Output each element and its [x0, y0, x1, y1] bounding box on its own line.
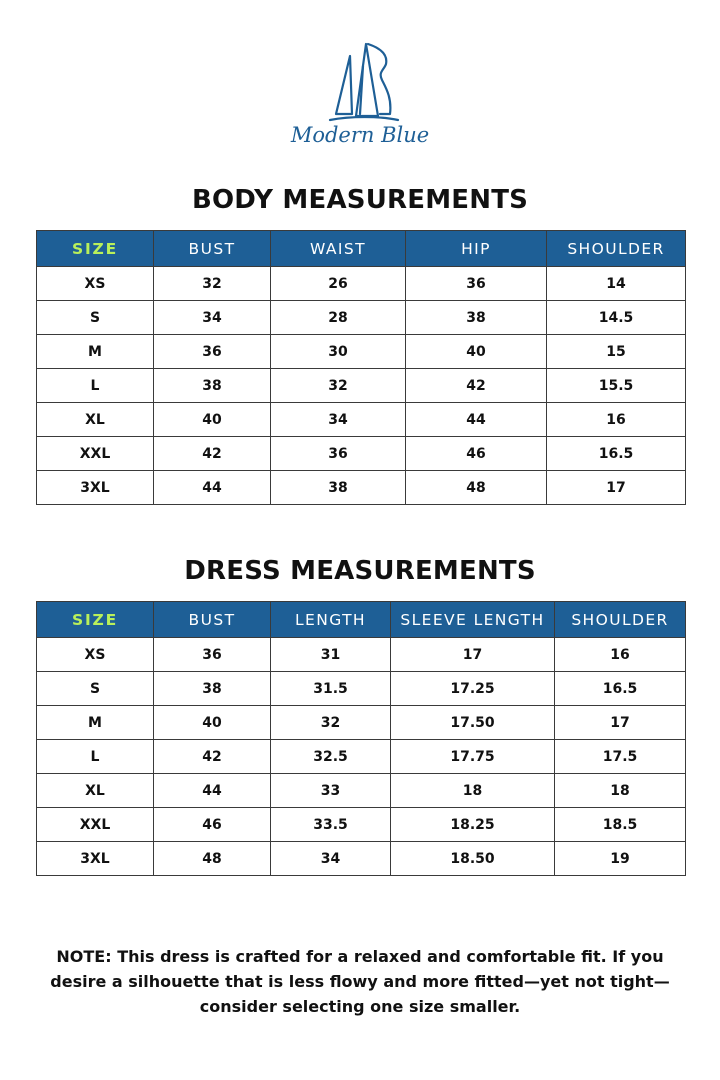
- size-cell: M: [37, 335, 154, 369]
- length-cell: 32.5: [271, 740, 391, 774]
- table-header-row: [37, 231, 686, 267]
- hip-cell: 44: [406, 403, 547, 437]
- column-header-waist: WAIST: [271, 231, 406, 267]
- length-cell: 31.5: [271, 672, 391, 706]
- body-measurements-table: [36, 230, 686, 505]
- sleeve-length-cell: 17.75: [391, 740, 555, 774]
- bust-cell: 32: [154, 267, 271, 301]
- dress-measurements-table: [36, 601, 686, 876]
- hip-cell: 36: [406, 267, 547, 301]
- table-row: [37, 774, 686, 808]
- table-row: [37, 808, 686, 842]
- waist-cell: 38: [271, 471, 406, 505]
- length-cell: 31: [271, 638, 391, 672]
- size-cell: XL: [37, 403, 154, 437]
- shoulder-cell: 16: [547, 403, 686, 437]
- size-cell: XL: [37, 774, 154, 808]
- size-cell: XS: [37, 638, 154, 672]
- bust-cell: 36: [154, 638, 271, 672]
- table-row: [37, 706, 686, 740]
- table-row: [37, 672, 686, 706]
- sleeve-length-cell: 17.50: [391, 706, 555, 740]
- hip-cell: 42: [406, 369, 547, 403]
- bust-cell: 46: [154, 808, 271, 842]
- sleeve-length-cell: 18.50: [391, 842, 555, 876]
- length-cell: 32: [271, 706, 391, 740]
- brand-logo: [0, 36, 720, 154]
- size-cell: XXL: [37, 808, 154, 842]
- column-header-bust: BUST: [154, 231, 271, 267]
- shoulder-cell: 15.5: [547, 369, 686, 403]
- column-header-bust: BUST: [154, 602, 271, 638]
- sleeve-length-cell: 18.25: [391, 808, 555, 842]
- waist-cell: 32: [271, 369, 406, 403]
- column-header-length: LENGTH: [271, 602, 391, 638]
- shoulder-cell: 14: [547, 267, 686, 301]
- bust-cell: 42: [154, 740, 271, 774]
- brand-name: Modern Blue: [290, 123, 430, 147]
- shoulder-cell: 17: [555, 706, 686, 740]
- waist-cell: 30: [271, 335, 406, 369]
- shoulder-cell: 16.5: [555, 672, 686, 706]
- column-header-shoulder: SHOULDER: [555, 602, 686, 638]
- waist-cell: 36: [271, 437, 406, 471]
- shoulder-cell: 19: [555, 842, 686, 876]
- bust-cell: 34: [154, 301, 271, 335]
- shoulder-cell: 14.5: [547, 301, 686, 335]
- size-cell: XS: [37, 267, 154, 301]
- sleeve-length-cell: 18: [391, 774, 555, 808]
- size-cell: L: [37, 740, 154, 774]
- bust-cell: 36: [154, 335, 271, 369]
- sailboat-icon: [280, 36, 440, 154]
- hip-cell: 40: [406, 335, 547, 369]
- waist-cell: 34: [271, 403, 406, 437]
- shoulder-cell: 15: [547, 335, 686, 369]
- waist-cell: 26: [271, 267, 406, 301]
- hip-cell: 46: [406, 437, 547, 471]
- hip-cell: 38: [406, 301, 547, 335]
- table-header-row: [37, 602, 686, 638]
- size-cell: S: [37, 301, 154, 335]
- shoulder-cell: 16: [555, 638, 686, 672]
- size-cell: L: [37, 369, 154, 403]
- length-cell: 34: [271, 842, 391, 876]
- size-cell: S: [37, 672, 154, 706]
- sleeve-length-cell: 17.25: [391, 672, 555, 706]
- table-row: [37, 335, 686, 369]
- bust-cell: 40: [154, 403, 271, 437]
- body-measurements-title: BODY MEASUREMENTS: [191, 185, 529, 215]
- table-row: [37, 638, 686, 672]
- table-row: [37, 842, 686, 876]
- column-header-size: SIZE: [37, 602, 154, 638]
- bust-cell: 48: [154, 842, 271, 876]
- waist-cell: 28: [271, 301, 406, 335]
- table-row: [37, 437, 686, 471]
- column-header-sleeve-length: SLEEVE LENGTH: [391, 602, 555, 638]
- shoulder-cell: 18.5: [555, 808, 686, 842]
- table-row: [37, 369, 686, 403]
- shoulder-cell: 16.5: [547, 437, 686, 471]
- table-row: [37, 403, 686, 437]
- bust-cell: 42: [154, 437, 271, 471]
- size-cell: 3XL: [37, 471, 154, 505]
- size-cell: M: [37, 706, 154, 740]
- length-cell: 33.5: [271, 808, 391, 842]
- column-header-shoulder: SHOULDER: [547, 231, 686, 267]
- column-header-hip: HIP: [406, 231, 547, 267]
- size-cell: XXL: [37, 437, 154, 471]
- bust-cell: 40: [154, 706, 271, 740]
- hip-cell: 48: [406, 471, 547, 505]
- table-row: [37, 471, 686, 505]
- bust-cell: 38: [154, 672, 271, 706]
- bust-cell: 44: [154, 471, 271, 505]
- fit-note: NOTE: This dress is crafted for a relaxed and comfortable fit. If you desire a silhouette that is less flowy and more fitted—yet not tight— consider selecting one size smaller.: [50, 947, 670, 1016]
- shoulder-cell: 17.5: [555, 740, 686, 774]
- bust-cell: 44: [154, 774, 271, 808]
- bust-cell: 38: [154, 369, 271, 403]
- column-header-size: SIZE: [37, 231, 154, 267]
- dress-measurements-title: DRESS MEASUREMENTS: [184, 556, 536, 586]
- length-cell: 33: [271, 774, 391, 808]
- shoulder-cell: 17: [547, 471, 686, 505]
- table-row: [37, 301, 686, 335]
- table-row: [37, 740, 686, 774]
- sleeve-length-cell: 17: [391, 638, 555, 672]
- size-cell: 3XL: [37, 842, 154, 876]
- shoulder-cell: 18: [555, 774, 686, 808]
- table-row: [37, 267, 686, 301]
